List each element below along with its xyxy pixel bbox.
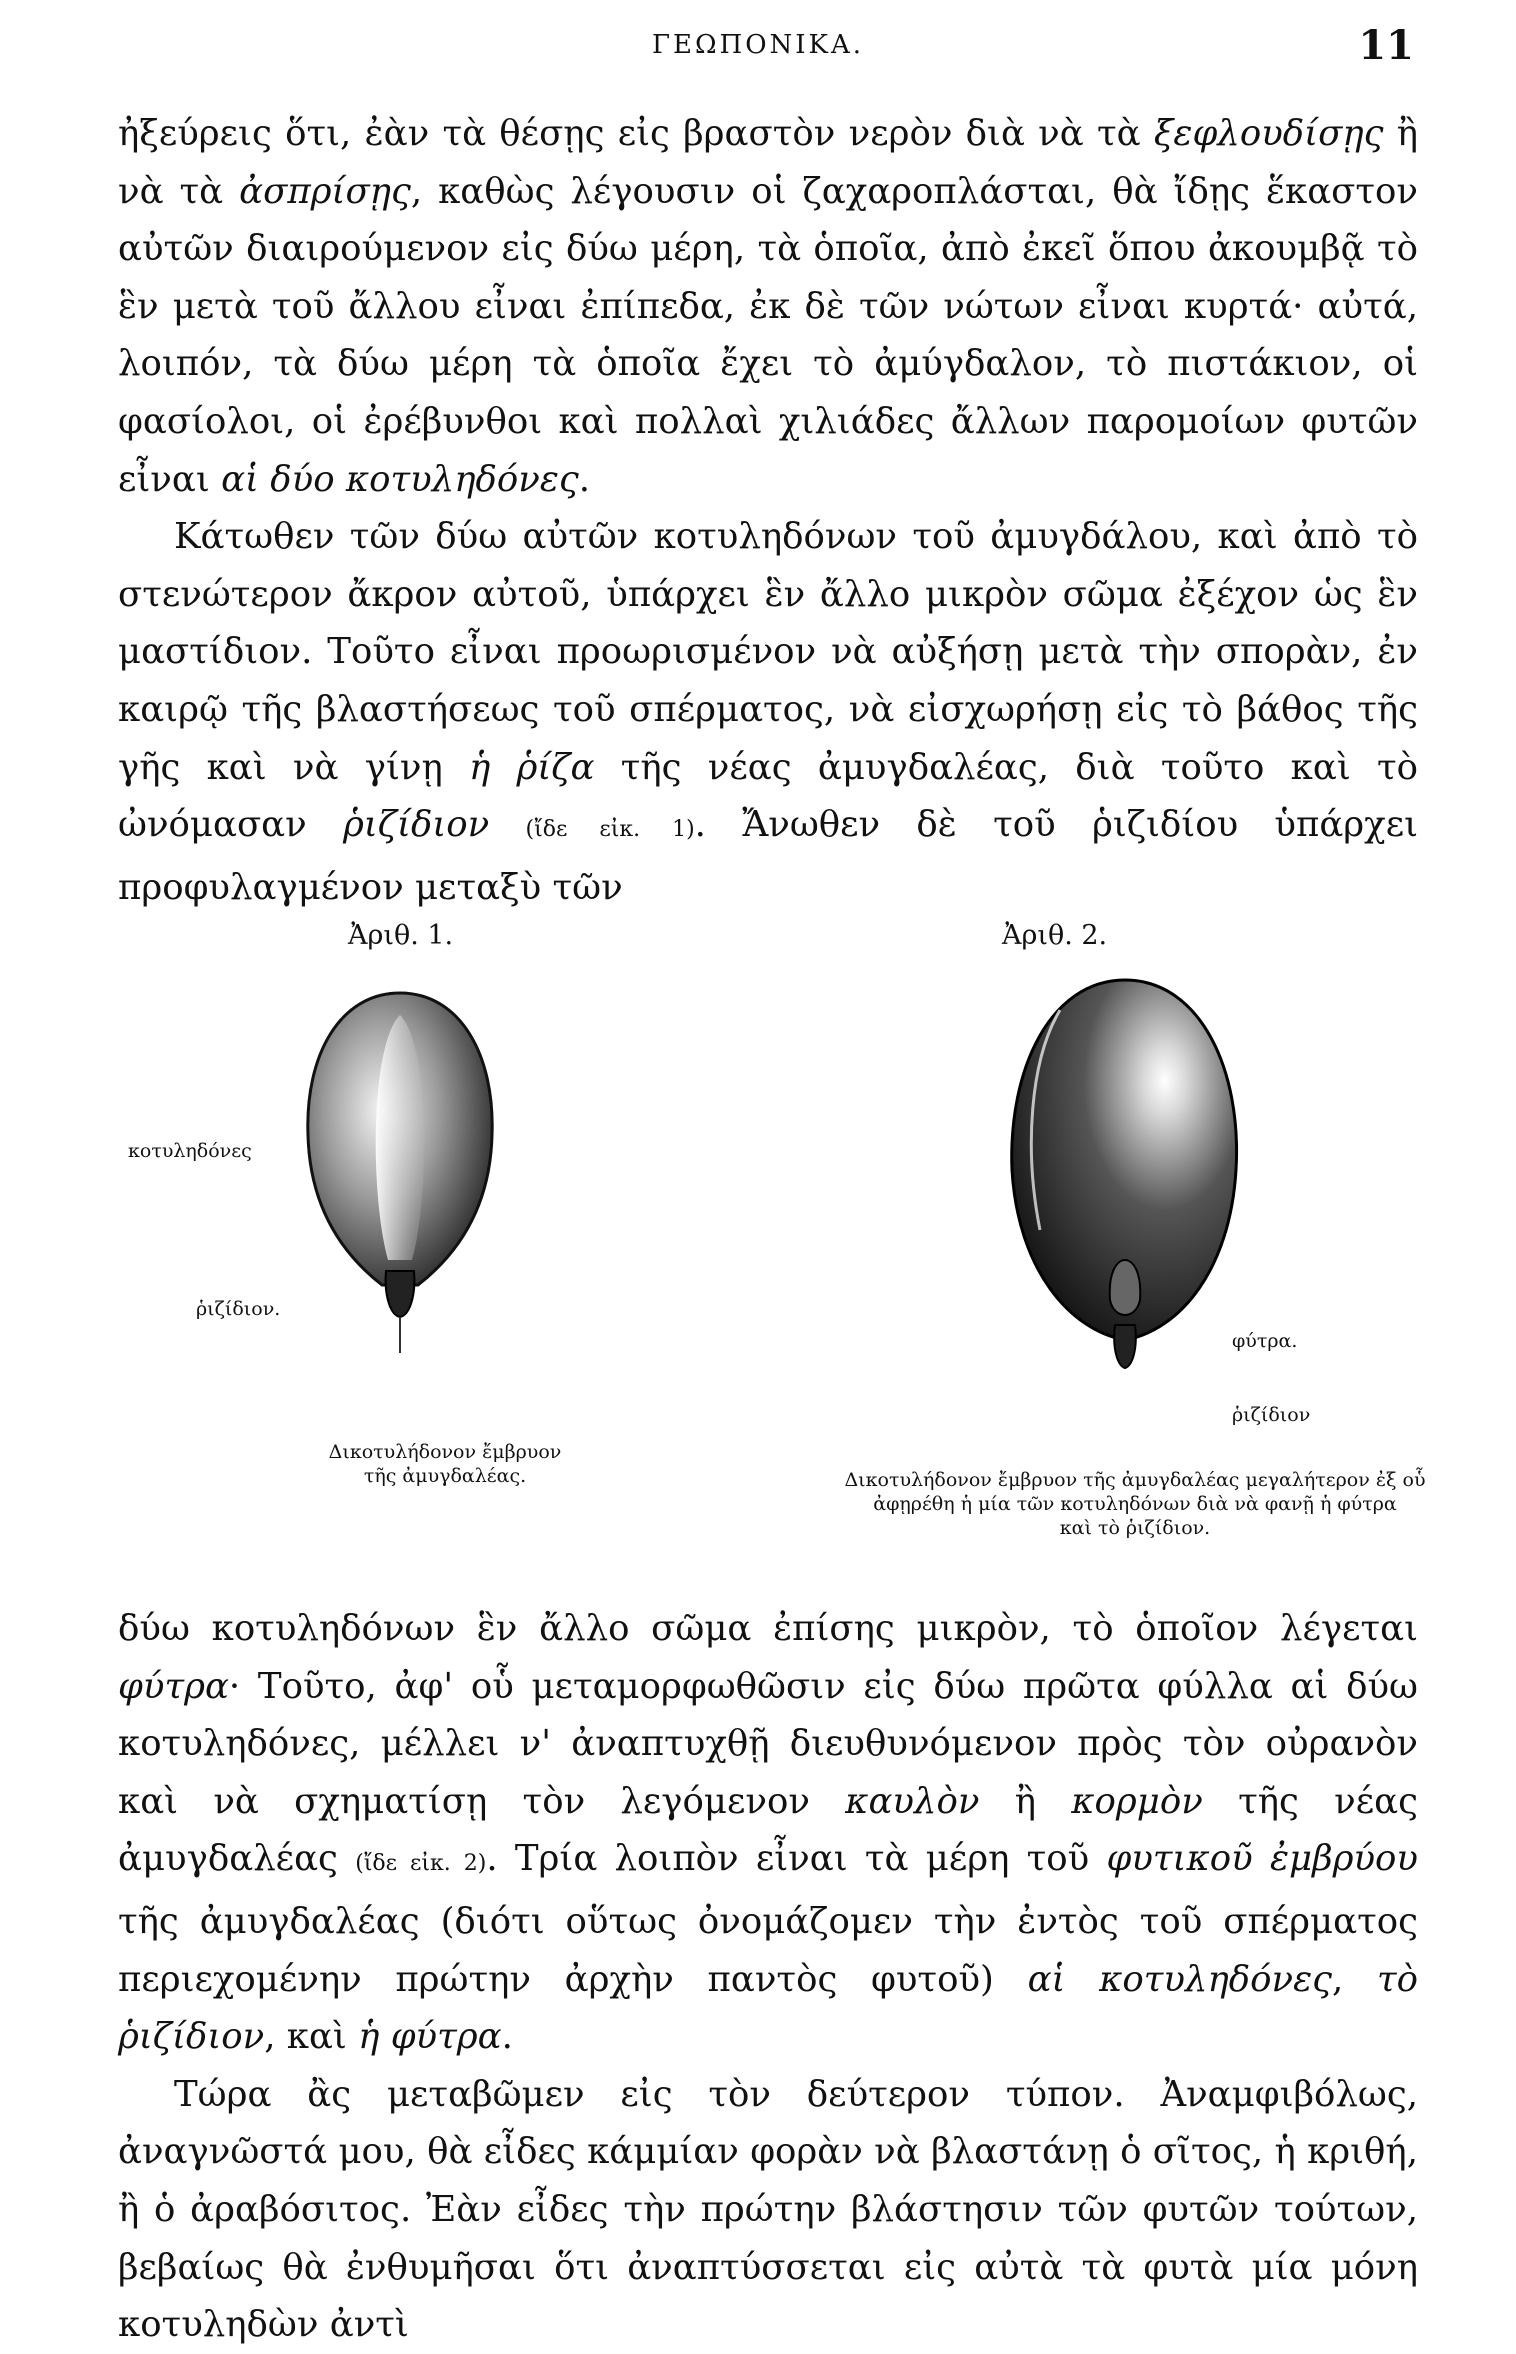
emphasis-term: αἱ δύο κοτυληδόνες — [221, 458, 579, 500]
emphasis-term: καυλὸν — [845, 1780, 980, 1822]
figure-2-label: Ἀριθ. 2. — [1002, 920, 1108, 951]
text-block-bottom — [118, 1600, 1418, 2354]
text-run: δύω κοτυληδόνων ἓν ἄλλο σῶμα ἐπίσης μικρὸν, τὸ ὁποῖον λέγεται — [118, 1608, 1418, 1649]
figure-1-embryo-illustration — [300, 985, 500, 1355]
emphasis-term: ῥιζίδιον — [343, 804, 490, 846]
text-run: . — [578, 458, 591, 500]
emphasis-term: φύτρα — [118, 1665, 229, 1707]
figure-1-label: Ἀριθ. 1. — [348, 920, 454, 951]
figure-2-caption-line-3: καὶ τὸ ῥιζίδιον. — [1059, 1517, 1211, 1539]
emphasis-term: ἀσπρίσῃς — [239, 170, 411, 212]
running-title: ΓΕΩΠΟΝΙΚΑ. — [651, 30, 865, 60]
emphasis-term: αἱ κοτυληδόνες — [1027, 1958, 1333, 2000]
text-run: , — [1332, 1958, 1377, 2000]
text-run: · Τοῦτο, ἀφ' οὗ μεταμορφωθῶσιν εἰς δύω πρῶτα φύλλα αἱ δύω κοτυληδόνες, μέλλει ν' ἀναπτυχθῇ διευθυνόμενον πρὸς τὸν οὐρανὸν καὶ νὰ σχηματίσῃ τὸν λεγόμενον — [118, 1665, 1418, 1822]
text-run: Κάτωθεν τῶν δύω αὐτῶν κοτυληδόνων τοῦ ἀμυγδάλου, καὶ ἀπὸ τὸ στενώτερον ἄκρον αὐτοῦ, ὑπάρχει ἓν ἄλλο μικρὸν σῶμα ἐξέχον ὡς ἓν μαστίδιον. Τοῦτο εἶναι προωρισμένον νὰ αὐξήσῃ μετὰ τὴν σπορὰν, ἐν καιρῷ τῆς βλαστήσεως τοῦ σπέρματος, νὰ εἰσχωρήσῃ εἰς τὸ βάθος τῆς γῆς καὶ νὰ γίνῃ — [118, 516, 1418, 788]
emphasis-term: ἡ φύτρα — [358, 2016, 502, 2058]
text-run: τῆς νέας ἀμυγδαλέας, διὰ τοῦτο καὶ τὸ ὠνόμασαν — [118, 746, 1419, 846]
figure-reference: (ἴδε εἰκ. 2) — [355, 1851, 487, 1877]
paragraph-4 — [118, 2066, 1418, 2354]
text-run: , καὶ — [264, 2016, 359, 2058]
text-run: τῆς νέας ἀμυγδαλέας — [118, 1780, 1418, 1880]
emphasis-term: ἡ ῥίζα — [468, 746, 595, 788]
figure-reference: (ἴδε εἰκ. 1) — [525, 817, 695, 843]
text-run: ἢ νὰ τὰ — [118, 113, 1418, 212]
emphasis-term: φυτικοῦ ἐμβρύου — [1106, 1838, 1418, 1880]
text-block-top — [118, 105, 1418, 916]
text-run — [489, 804, 525, 845]
figure-2-caption — [830, 1468, 1440, 1540]
figure-1-caption-line-1: Δικοτυλήδονον ἔμβρυον — [328, 1441, 562, 1463]
text-run: . Ἄνωθεν δὲ τοῦ ῥιζιδίου ὑπάρχει προφυλαγμένον μεταξὺ τῶν — [118, 804, 1418, 908]
figure-1-callout-cotyledons: κοτυληδόνες — [128, 1140, 252, 1162]
text-run: . Τρία λοιπὸν εἶναι τὰ μέρη τοῦ — [486, 1838, 1107, 1880]
paragraph-2 — [118, 508, 1418, 916]
text-run: ἢ — [979, 1780, 1072, 1822]
text-run: τῆς ἀμυγδαλέας (διότι οὕτως ὀνομάζομεν τὴν ἐντὸς τοῦ σπέρματος περιεχομένην πρώτην ἀρχὴν παντὸς φυτοῦ) — [118, 1900, 1418, 2000]
emphasis-term: ξεφλουδίσῃς — [1153, 113, 1384, 154]
page-number: 11 — [1358, 22, 1414, 69]
figure-1-caption — [300, 1440, 590, 1488]
figure-1-callout-radicle: ῥιζίδιον. — [196, 1298, 281, 1320]
figure-2-caption-line-1: Δικοτυλήδονον ἔμβρυον τῆς ἀμυγδαλέας μεγαλήτερον ἐξ οὗ — [844, 1469, 1426, 1491]
text-run: , καθὼς λέγουσιν οἱ ζαχαροπλάσται, θὰ ἴδῃς ἕκαστον αὐτῶν διαιρούμενον εἰς δύω μέρη, τὰ ὁποῖα, ἀπὸ ἐκεῖ ὅπου ἀκουμβᾷ τὸ ἓν μετὰ τοῦ ἄλλου εἶναι ἐπίπεδα, ἐκ δὲ τῶν νώτων εἶναι κυρτά· αὐτά, λοιπόν, τὰ δύω μέρη τὰ ὁποῖα ἔχει τὸ ἀμύγδαλον, τὸ πιστάκιον, οἱ φασίολοι, οἱ ἐρέβυνθοι καὶ πολλαὶ χιλιάδες ἄλλων παρομοίων φυτῶν εἶναι — [118, 170, 1418, 500]
figure-2-callout-radicle: ῥιζίδιον — [1232, 1404, 1311, 1426]
text-run: Τώρα ἂς μεταβῶμεν εἰς τὸν δεύτερον τύπον. Ἀναμφιβόλως, ἀναγνῶστά μου, θὰ εἶδες κάμμίαν φορὰν νὰ βλαστάνῃ ὁ σῖτος, ἡ κριθή, ἢ ὁ ἀραβόσιτος. Ἐὰν εἶδες τὴν πρώτην βλάστησιν τῶν φυτῶν τούτων, βεβαίως θὰ ἐνθυμῆσαι ὅτι ἀναπτύσσεται εἰς αὐτὰ τὰ φυτὰ μία μόνη κοτυληδὼν ἀντὶ — [118, 2073, 1418, 2346]
text-run: . — [501, 2016, 513, 2058]
paragraph-3 — [118, 1600, 1418, 2066]
figure-2-embryo-illustration — [1000, 970, 1250, 1380]
figure-2-callout-plumule: φύτρα. — [1232, 1330, 1298, 1352]
paragraph-1 — [118, 105, 1418, 508]
text-run: ἠξεύρεις ὅτι, ἐὰν τὰ θέσῃς εἰς βραστὸν νερὸν διὰ νὰ τὰ — [118, 113, 1154, 154]
emphasis-term: τὸ ῥιζίδιον — [118, 1958, 1419, 2058]
figure-2-caption-line-2: ἀφῃρέθη ἡ μία τῶν κοτυληδόνων διὰ νὰ φανῇ ἡ φύτρα — [873, 1493, 1397, 1515]
figure-1-caption-line-2: τῆς ἀμυγδαλέας. — [363, 1465, 527, 1487]
emphasis-term: κορμὸν — [1071, 1780, 1203, 1822]
